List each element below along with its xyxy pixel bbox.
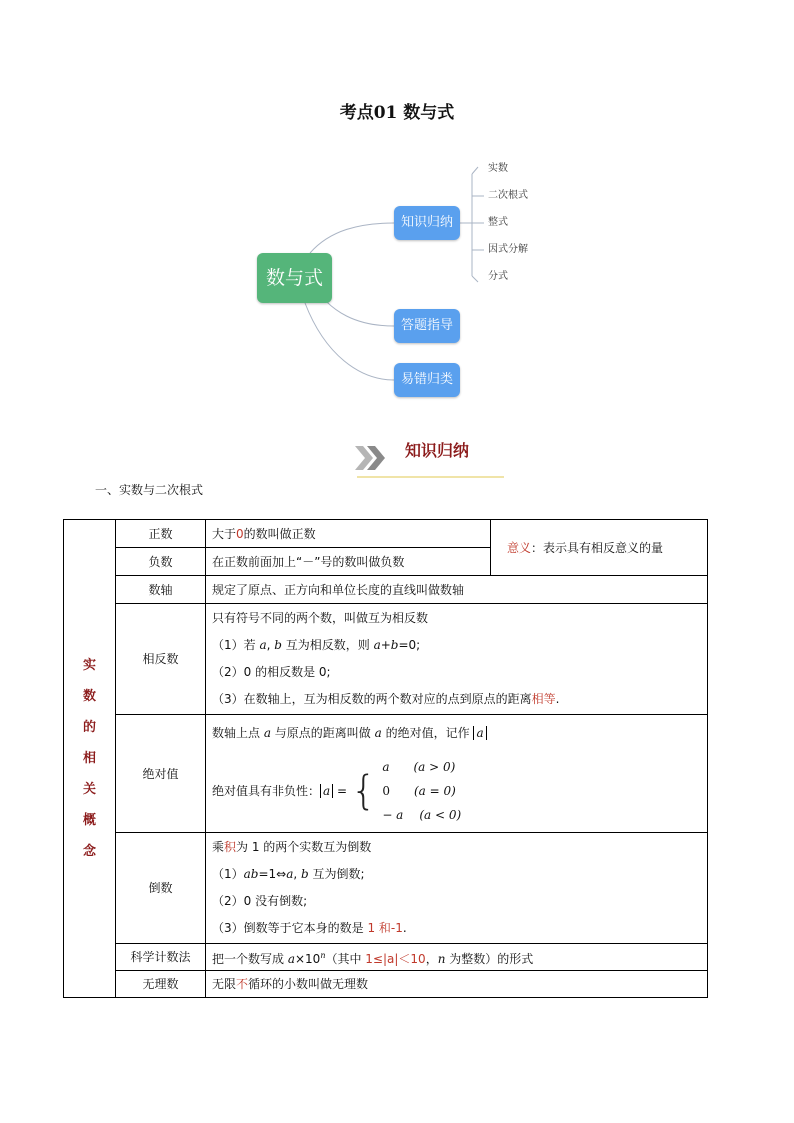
math-var: a (374, 726, 382, 740)
case-value: a (382, 760, 390, 774)
abs-notation: a (473, 726, 486, 740)
mindmap-leaf: 整式 (488, 217, 508, 228)
def-line (212, 915, 701, 942)
def-reciprocal (206, 833, 708, 944)
math-var: a (259, 638, 267, 652)
term-axis: 数轴 (116, 576, 206, 604)
def-text: 为 1 的两个实数互为倒数 (236, 840, 372, 854)
category-char: 相 (82, 751, 96, 766)
def-text: 大于 (212, 526, 237, 541)
def-text: 把一个数写成 (212, 951, 288, 966)
def-highlight: 不 (236, 977, 249, 991)
def-line (212, 720, 701, 747)
def-text: =0; (398, 638, 421, 652)
def-opposite (206, 604, 708, 715)
category-char: 关 (82, 782, 96, 797)
banner-title: 知识归纳 (405, 441, 470, 460)
math-var: a (263, 726, 271, 740)
def-text: （其中 (325, 951, 366, 966)
def-text: =1⇔ (258, 867, 287, 881)
category-char: 的 (82, 720, 96, 735)
def-text: 与原点的距离叫做 (270, 726, 375, 740)
mindmap-leaf: 实数 (488, 163, 508, 174)
def-highlight: 相等 (531, 692, 556, 706)
def-text: 循环的小数叫做无理数 (248, 977, 369, 991)
def-line (212, 686, 701, 713)
def-text: . (402, 921, 407, 935)
def-text: 互为倒数; (308, 867, 365, 881)
mindmap-root-node: 数与式 (257, 253, 332, 303)
case-condition: (a = 0) (413, 784, 456, 798)
def-absolute: 数轴上点 a 与原点的距离叫做 a 的绝对值，记作 a 绝对值具有非负性： a = { a (a > 0) 0 (a = 0) − a (a < 0) (206, 715, 708, 833)
term-reciprocal: 倒数 (116, 833, 206, 944)
term-opposite: 相反数 (116, 604, 206, 715)
case-condition: (a < 0) (419, 808, 462, 822)
def-line: （2）0 的相反数是 0; (212, 665, 331, 679)
def-line: （2）0 没有倒数; (212, 894, 308, 908)
def-line (212, 632, 701, 659)
math-expr: a+b (373, 638, 399, 652)
def-text: （3）在数轴上，互为相反数的两个数对应的点到原点的距离 (212, 692, 532, 706)
def-text: 的绝对值，记作 (381, 726, 470, 740)
mindmap-leaf: 因式分解 (488, 244, 528, 255)
mindmap-node-mistakes: 易错归类 (394, 363, 460, 397)
double-chevron-icon (355, 446, 387, 470)
def-negative: 在正数前面加上“－”号的数叫做负数 (206, 548, 491, 576)
def-highlight: 1 和-1 (367, 921, 403, 935)
term-absolute: 绝对值 (116, 715, 206, 833)
category-char: 概 (82, 813, 96, 828)
mindmap-node-knowledge: 知识归纳 (394, 206, 460, 240)
table-row (64, 576, 708, 604)
def-text: 数轴上点 (212, 726, 264, 740)
def-highlight: 0 (236, 526, 244, 541)
def-text: （1）若 (212, 638, 260, 652)
def-axis: 规定了原点、正方向和单位长度的直线叫做数轴 (206, 576, 708, 604)
meaning-label: 意义 (507, 540, 532, 555)
term-negative: 负数 (116, 548, 206, 576)
meaning-text: ：表示具有相反意义的量 (531, 540, 664, 555)
def-text: 为整数）的形式 (445, 951, 534, 966)
piecewise-cases (378, 755, 461, 827)
page-title: 考点01 数与式 (339, 103, 455, 123)
def-text: ， (425, 951, 438, 966)
table-row (64, 520, 708, 548)
category-char: 实 (82, 658, 96, 673)
mindmap-leaf: 分式 (488, 271, 508, 282)
term-irrational: 无理数 (116, 971, 206, 998)
math-var: a (286, 867, 294, 881)
table-row (64, 715, 708, 833)
def-text: ×10 (294, 951, 321, 966)
banner-underline (357, 476, 504, 478)
category-char: 念 (82, 844, 96, 859)
def-text: 绝对值具有非负性： (212, 784, 321, 798)
math-var: b (274, 638, 282, 652)
math-var: a (287, 951, 295, 966)
table-row (64, 944, 708, 971)
math-var: n (437, 951, 446, 966)
def-line (212, 861, 701, 888)
def-irrational (206, 971, 708, 998)
term-positive: 正数 (116, 520, 206, 548)
def-text: . (555, 692, 560, 706)
math-var: b (301, 867, 309, 881)
def-text: 互为相反数，则 (281, 638, 374, 652)
def-highlight: 1≤|a|＜10 (365, 951, 426, 966)
def-highlight: 积 (224, 840, 237, 854)
table-row (64, 833, 708, 944)
term-scientific: 科学计数法 (116, 944, 206, 971)
def-text: 无限 (212, 977, 237, 991)
def-text: , (266, 638, 275, 652)
def-text: （1） (212, 867, 244, 881)
def-text: （3）倒数等于它本身的数是 (212, 921, 368, 935)
section-heading: 一、实数与二次根式 (95, 483, 204, 497)
math-exponent: n (320, 950, 326, 960)
table-row (64, 971, 708, 998)
def-text: 乘 (212, 840, 225, 854)
category-char: 数 (82, 689, 96, 704)
def-scientific (206, 944, 708, 971)
table-row (64, 604, 708, 715)
def-line (212, 834, 701, 861)
concept-table (63, 519, 708, 998)
def-text: 的数叫做正数 (243, 526, 316, 541)
def-positive (206, 520, 491, 548)
case-value: 0 (382, 784, 390, 798)
math-expr: ab (243, 867, 259, 881)
abs-notation: a (320, 784, 333, 798)
def-text: , (293, 867, 302, 881)
def-line: 只有符号不同的两个数，叫做互为相反数 (212, 611, 429, 625)
mindmap-node-guidance: 答题指导 (394, 309, 460, 343)
case-condition: (a > 0) (413, 760, 456, 774)
left-brace: { (350, 768, 377, 814)
category-cell (64, 520, 116, 998)
mindmap-leaf: 二次根式 (488, 190, 528, 201)
meaning-cell (491, 520, 708, 576)
case-value: − a (382, 808, 404, 822)
